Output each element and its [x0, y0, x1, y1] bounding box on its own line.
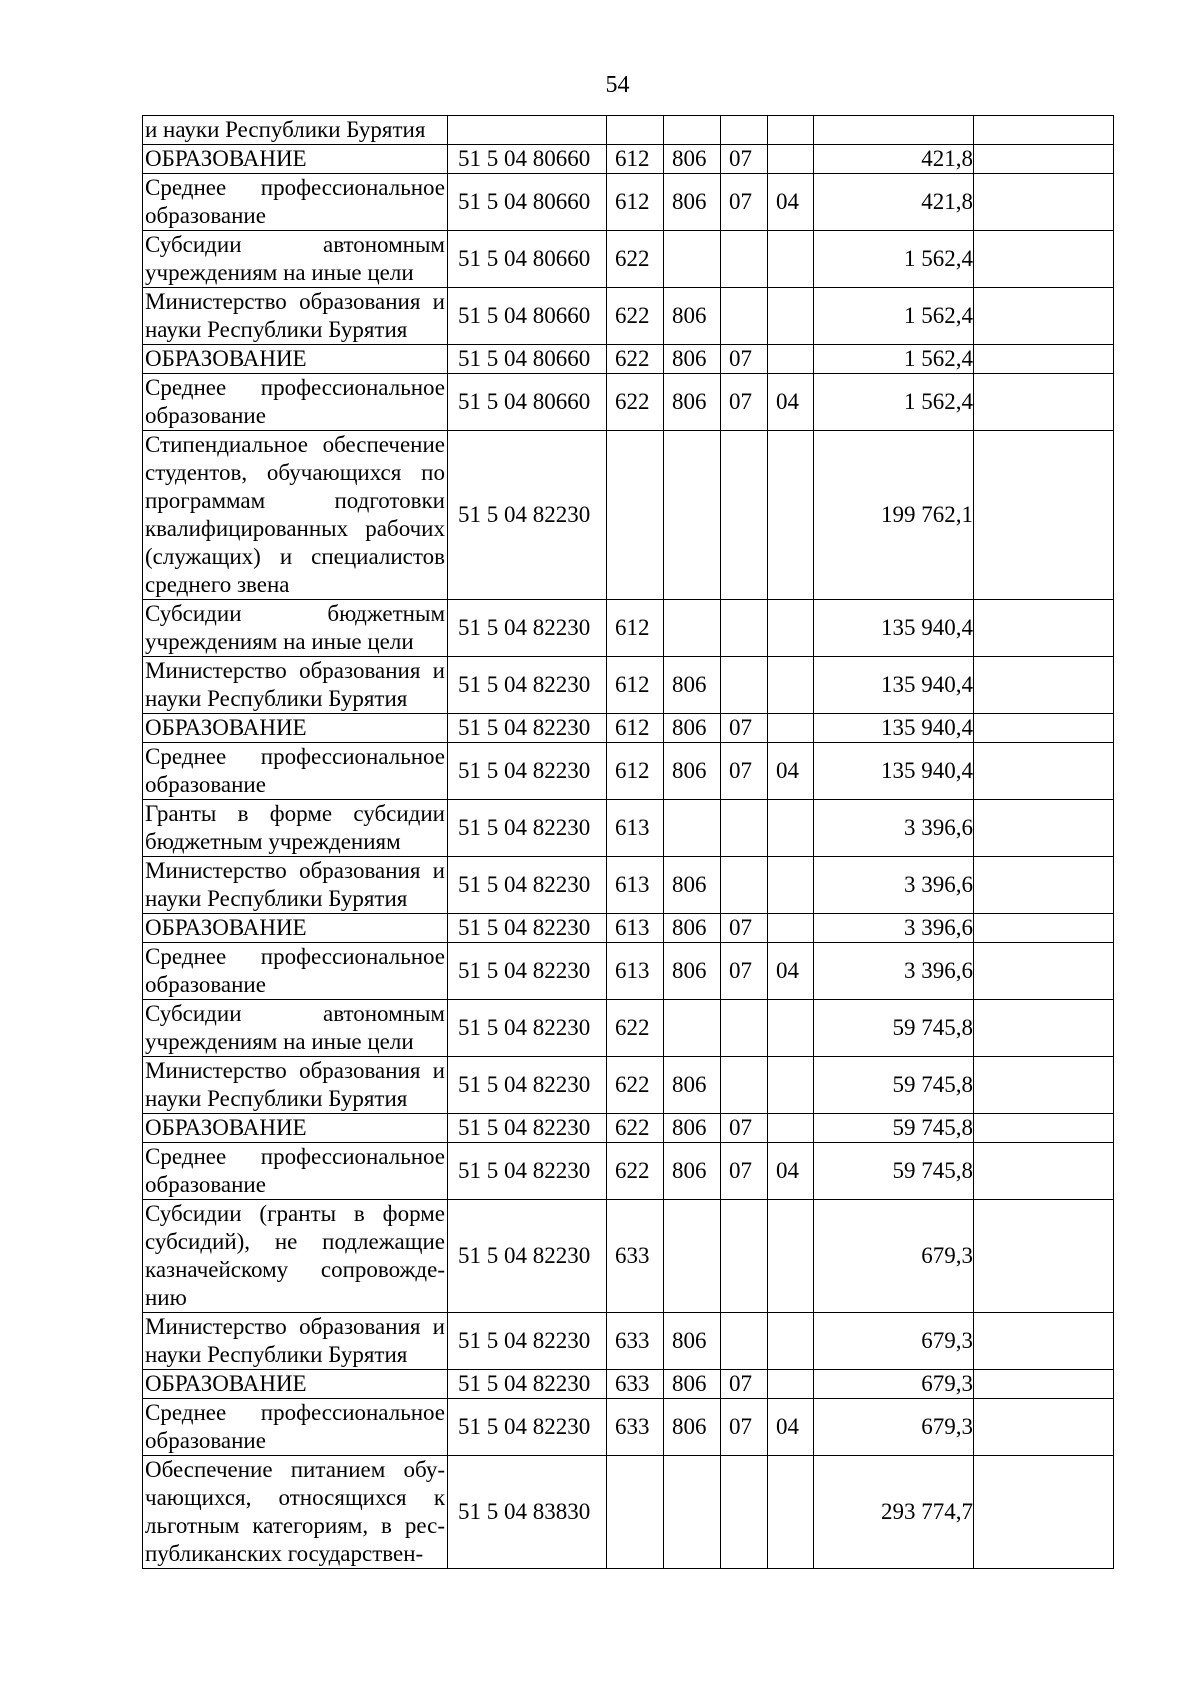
item-name-cell: Среднее профессиональное образование	[143, 374, 448, 431]
target-code-cell: 51 5 04 82230	[448, 1057, 607, 1114]
item-name-cell: ОБРАЗОВАНИЕ	[143, 714, 448, 743]
department-code-cell	[664, 800, 721, 857]
section-cell	[721, 231, 768, 288]
section-cell	[721, 1057, 768, 1114]
target-code-cell: 51 5 04 82230	[448, 1200, 607, 1313]
expense-type-cell: 633	[607, 1399, 664, 1456]
amount-cell: 1 562,4	[814, 288, 974, 345]
amount-cell: 679,3	[814, 1370, 974, 1399]
table-row	[143, 1057, 1114, 1114]
department-code-cell: 806	[664, 288, 721, 345]
table-row	[143, 914, 1114, 943]
section-cell: 07	[721, 714, 768, 743]
expense-type-cell: 622	[607, 1057, 664, 1114]
target-code-cell: 51 5 04 82230	[448, 431, 607, 600]
item-name-cell: Субсидии бюджетным учреждениям на иные цели	[143, 600, 448, 657]
table-row	[143, 1456, 1114, 1569]
amount-cell: 1 562,4	[814, 345, 974, 374]
amount-cell: 679,3	[814, 1200, 974, 1313]
table-row	[143, 345, 1114, 374]
target-code-cell: 51 5 04 82230	[448, 1370, 607, 1399]
expense-type-cell	[607, 1456, 664, 1569]
table-row	[143, 431, 1114, 600]
target-code-cell: 51 5 04 82230	[448, 857, 607, 914]
empty-cell	[974, 1114, 1114, 1143]
department-code-cell: 806	[664, 1057, 721, 1114]
section-cell	[721, 1000, 768, 1057]
expense-type-cell: 622	[607, 345, 664, 374]
empty-cell	[974, 116, 1114, 145]
item-name-cell: Среднее профессиональное образование	[143, 743, 448, 800]
subsection-cell	[768, 1114, 814, 1143]
target-code-cell: 51 5 04 82230	[448, 600, 607, 657]
department-code-cell: 806	[664, 1399, 721, 1456]
item-name-cell: Среднее профессиональное образование	[143, 1143, 448, 1200]
expense-type-cell: 612	[607, 600, 664, 657]
empty-cell	[974, 288, 1114, 345]
subsection-cell	[768, 600, 814, 657]
subsection-cell: 04	[768, 1143, 814, 1200]
section-cell	[721, 288, 768, 345]
empty-cell	[974, 431, 1114, 600]
expense-type-cell: 622	[607, 1114, 664, 1143]
target-code-cell: 51 5 04 82230	[448, 657, 607, 714]
empty-cell	[974, 1399, 1114, 1456]
subsection-cell	[768, 914, 814, 943]
empty-cell	[974, 743, 1114, 800]
empty-cell	[974, 943, 1114, 1000]
department-code-cell: 806	[664, 374, 721, 431]
amount-cell: 135 940,4	[814, 600, 974, 657]
department-code-cell: 806	[664, 145, 721, 174]
amount-cell: 1 562,4	[814, 374, 974, 431]
table-row	[143, 857, 1114, 914]
target-code-cell: 51 5 04 82230	[448, 1000, 607, 1057]
department-code-cell: 806	[664, 1313, 721, 1370]
amount-cell: 293 774,7	[814, 1456, 974, 1569]
subsection-cell	[768, 1370, 814, 1399]
expense-type-cell: 622	[607, 1000, 664, 1057]
budget-table	[142, 115, 1114, 1569]
empty-cell	[974, 657, 1114, 714]
subsection-cell	[768, 1057, 814, 1114]
target-code-cell: 51 5 04 80660	[448, 374, 607, 431]
target-code-cell	[448, 116, 607, 145]
page-number: 54	[605, 72, 630, 98]
amount-cell: 679,3	[814, 1313, 974, 1370]
amount-cell: 679,3	[814, 1399, 974, 1456]
empty-cell	[974, 800, 1114, 857]
table-row	[143, 1313, 1114, 1370]
expense-type-cell	[607, 116, 664, 145]
department-code-cell	[664, 1456, 721, 1569]
item-name-cell: Субсидии автономным учреждениям на иные цели	[143, 1000, 448, 1057]
table-row	[143, 174, 1114, 231]
subsection-cell: 04	[768, 374, 814, 431]
item-name-cell: Министерство образования и науки Республики Бурятия	[143, 857, 448, 914]
target-code-cell: 51 5 04 82230	[448, 800, 607, 857]
section-cell	[721, 800, 768, 857]
empty-cell	[974, 1000, 1114, 1057]
amount-cell: 59 745,8	[814, 1114, 974, 1143]
department-code-cell	[664, 1200, 721, 1313]
subsection-cell	[768, 1000, 814, 1057]
table-row	[143, 714, 1114, 743]
section-cell	[721, 657, 768, 714]
subsection-cell	[768, 116, 814, 145]
item-name-cell: Обеспечение питанием обучающихся, относящихся к льготным категориям, в республиканских государствен-	[143, 1456, 448, 1569]
item-name-cell: Субсидии автономным учреждениям на иные цели	[143, 231, 448, 288]
section-cell	[721, 857, 768, 914]
table-row	[143, 1200, 1114, 1313]
target-code-cell: 51 5 04 83830	[448, 1456, 607, 1569]
subsection-cell: 04	[768, 943, 814, 1000]
amount-cell: 421,8	[814, 174, 974, 231]
section-cell	[721, 1313, 768, 1370]
amount-cell: 3 396,6	[814, 914, 974, 943]
item-name-cell: ОБРАЗОВАНИЕ	[143, 1114, 448, 1143]
section-cell: 07	[721, 914, 768, 943]
section-cell	[721, 1456, 768, 1569]
empty-cell	[974, 1313, 1114, 1370]
section-cell: 07	[721, 1399, 768, 1456]
target-code-cell: 51 5 04 80660	[448, 288, 607, 345]
item-name-cell: Министерство образования и науки Республики Бурятия	[143, 288, 448, 345]
item-name-cell: Стипендиальное обеспечение студентов, обучающихся по программам подготовки квалифицированных рабочих (служащих) и специалистов среднего звена	[143, 431, 448, 600]
empty-cell	[974, 857, 1114, 914]
table-row	[143, 374, 1114, 431]
subsection-cell	[768, 1456, 814, 1569]
expense-type-cell: 633	[607, 1200, 664, 1313]
subsection-cell: 04	[768, 1399, 814, 1456]
amount-cell: 3 396,6	[814, 943, 974, 1000]
table-row	[143, 800, 1114, 857]
table-row	[143, 657, 1114, 714]
empty-cell	[974, 345, 1114, 374]
empty-cell	[974, 914, 1114, 943]
section-cell: 07	[721, 943, 768, 1000]
section-cell	[721, 1200, 768, 1313]
department-code-cell: 806	[664, 1114, 721, 1143]
expense-type-cell: 622	[607, 231, 664, 288]
section-cell: 07	[721, 374, 768, 431]
department-code-cell	[664, 600, 721, 657]
empty-cell	[974, 714, 1114, 743]
amount-cell: 135 940,4	[814, 714, 974, 743]
target-code-cell: 51 5 04 82230	[448, 1313, 607, 1370]
section-cell: 07	[721, 345, 768, 374]
target-code-cell: 51 5 04 80660	[448, 345, 607, 374]
item-name-cell: и науки Республики Бурятия	[143, 116, 448, 145]
section-cell	[721, 600, 768, 657]
target-code-cell: 51 5 04 82230	[448, 743, 607, 800]
item-name-cell: Среднее профессиональное образование	[143, 943, 448, 1000]
expense-type-cell: 613	[607, 800, 664, 857]
section-cell: 07	[721, 174, 768, 231]
subsection-cell	[768, 857, 814, 914]
section-cell: 07	[721, 1114, 768, 1143]
department-code-cell	[664, 431, 721, 600]
empty-cell	[974, 145, 1114, 174]
expense-type-cell: 633	[607, 1313, 664, 1370]
table-row	[143, 145, 1114, 174]
amount-cell: 421,8	[814, 145, 974, 174]
department-code-cell: 806	[664, 1370, 721, 1399]
subsection-cell: 04	[768, 174, 814, 231]
empty-cell	[974, 1456, 1114, 1569]
amount-cell: 1 562,4	[814, 231, 974, 288]
subsection-cell	[768, 657, 814, 714]
table-row	[143, 1370, 1114, 1399]
amount-cell	[814, 116, 974, 145]
section-cell: 07	[721, 743, 768, 800]
amount-cell: 135 940,4	[814, 743, 974, 800]
subsection-cell	[768, 431, 814, 600]
department-code-cell: 806	[664, 857, 721, 914]
target-code-cell: 51 5 04 82230	[448, 943, 607, 1000]
section-cell: 07	[721, 145, 768, 174]
section-cell: 07	[721, 1370, 768, 1399]
table-body	[143, 116, 1114, 1569]
subsection-cell	[768, 1313, 814, 1370]
item-name-cell: Министерство образования и науки Республики Бурятия	[143, 657, 448, 714]
expense-type-cell: 622	[607, 288, 664, 345]
table-row	[143, 116, 1114, 145]
amount-cell: 59 745,8	[814, 1143, 974, 1200]
empty-cell	[974, 231, 1114, 288]
department-code-cell: 806	[664, 345, 721, 374]
expense-type-cell: 633	[607, 1370, 664, 1399]
expense-type-cell: 622	[607, 374, 664, 431]
department-code-cell	[664, 231, 721, 288]
amount-cell: 59 745,8	[814, 1057, 974, 1114]
subsection-cell: 04	[768, 743, 814, 800]
expense-type-cell: 612	[607, 657, 664, 714]
subsection-cell	[768, 145, 814, 174]
expense-type-cell: 612	[607, 714, 664, 743]
subsection-cell	[768, 345, 814, 374]
table-row	[143, 1143, 1114, 1200]
item-name-cell: Гранты в форме субсидии бюджетным учреждениям	[143, 800, 448, 857]
expense-type-cell: 613	[607, 943, 664, 1000]
item-name-cell: Среднее профессиональное образование	[143, 1399, 448, 1456]
subsection-cell	[768, 1200, 814, 1313]
empty-cell	[974, 174, 1114, 231]
empty-cell	[974, 1200, 1114, 1313]
table-row	[143, 600, 1114, 657]
expense-type-cell: 622	[607, 1143, 664, 1200]
amount-cell: 3 396,6	[814, 800, 974, 857]
target-code-cell: 51 5 04 82230	[448, 714, 607, 743]
department-code-cell: 806	[664, 743, 721, 800]
target-code-cell: 51 5 04 82230	[448, 914, 607, 943]
target-code-cell: 51 5 04 80660	[448, 174, 607, 231]
expense-type-cell: 613	[607, 914, 664, 943]
department-code-cell: 806	[664, 714, 721, 743]
target-code-cell: 51 5 04 82230	[448, 1399, 607, 1456]
department-code-cell: 806	[664, 914, 721, 943]
section-cell	[721, 116, 768, 145]
subsection-cell	[768, 288, 814, 345]
subsection-cell	[768, 800, 814, 857]
item-name-cell: Министерство образования и науки Республики Бурятия	[143, 1057, 448, 1114]
subsection-cell	[768, 714, 814, 743]
target-code-cell: 51 5 04 80660	[448, 231, 607, 288]
section-cell: 07	[721, 1143, 768, 1200]
item-name-cell: ОБРАЗОВАНИЕ	[143, 145, 448, 174]
item-name-cell: ОБРАЗОВАНИЕ	[143, 345, 448, 374]
table-row	[143, 1399, 1114, 1456]
expense-type-cell	[607, 431, 664, 600]
expense-type-cell: 612	[607, 743, 664, 800]
subsection-cell	[768, 231, 814, 288]
empty-cell	[974, 600, 1114, 657]
empty-cell	[974, 374, 1114, 431]
target-code-cell: 51 5 04 82230	[448, 1114, 607, 1143]
target-code-cell: 51 5 04 82230	[448, 1143, 607, 1200]
item-name-cell: Среднее профессиональное образование	[143, 174, 448, 231]
table-row	[143, 288, 1114, 345]
expense-type-cell: 612	[607, 174, 664, 231]
amount-cell: 135 940,4	[814, 657, 974, 714]
department-code-cell: 806	[664, 1143, 721, 1200]
department-code-cell: 806	[664, 943, 721, 1000]
table-row	[143, 231, 1114, 288]
table-row	[143, 743, 1114, 800]
amount-cell: 59 745,8	[814, 1000, 974, 1057]
table-row	[143, 1000, 1114, 1057]
expense-type-cell: 613	[607, 857, 664, 914]
amount-cell: 3 396,6	[814, 857, 974, 914]
expense-type-cell: 612	[607, 145, 664, 174]
amount-cell: 199 762,1	[814, 431, 974, 600]
department-code-cell	[664, 1000, 721, 1057]
table-row	[143, 1114, 1114, 1143]
item-name-cell: ОБРАЗОВАНИЕ	[143, 914, 448, 943]
item-name-cell: Министерство образования и науки Республики Бурятия	[143, 1313, 448, 1370]
empty-cell	[974, 1057, 1114, 1114]
empty-cell	[974, 1143, 1114, 1200]
department-code-cell: 806	[664, 174, 721, 231]
empty-cell	[974, 1370, 1114, 1399]
item-name-cell: ОБРАЗОВАНИЕ	[143, 1370, 448, 1399]
department-code-cell	[664, 116, 721, 145]
target-code-cell: 51 5 04 80660	[448, 145, 607, 174]
item-name-cell: Субсидии (гранты в форме субсидий), не подлежащие казначейскому сопровождению	[143, 1200, 448, 1313]
department-code-cell: 806	[664, 657, 721, 714]
table-row	[143, 943, 1114, 1000]
section-cell	[721, 431, 768, 600]
